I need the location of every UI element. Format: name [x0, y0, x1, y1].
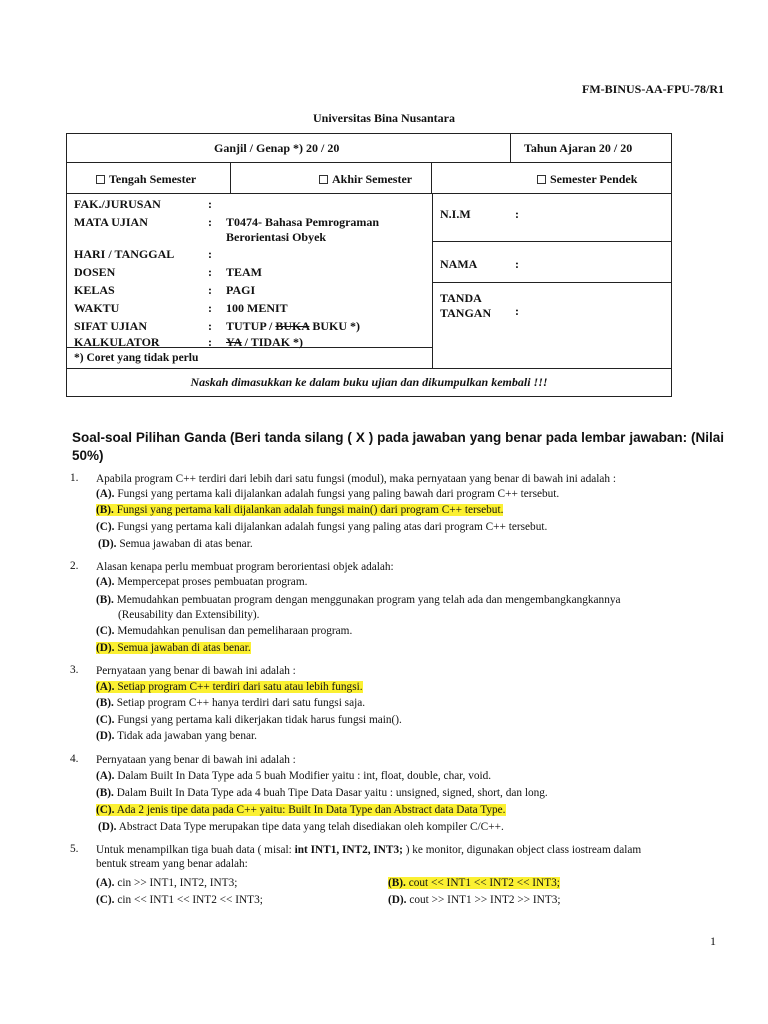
semester-year-label: Ganjil / Genap *) 20 / 20	[214, 141, 340, 155]
akhir-semester-option[interactable]: Akhir Semester	[319, 172, 412, 187]
question-2: 2. Alasan kenapa perlu membuat program berorientasi objek adalah: (A). Mempercepat proses pembuatan program. (B). Memudahkan pembuatan program dengan menggunakan program yang telah ada dan mengembangkangkannya (Reusability dan Extensibility). (C). Memudahkan penulisan dan pemeliharaan program. (D). Semua jawaban di atas benar.	[70, 560, 724, 660]
waktu-value: 100 MENIT	[226, 301, 288, 315]
hari-tanggal-label: HARI / TANGGAL	[74, 247, 175, 261]
checkbox-icon[interactable]	[96, 175, 105, 184]
checkbox-icon[interactable]	[319, 175, 328, 184]
option-b-highlighted[interactable]: (B). cout << INT1 << INT2 << INT3;	[388, 877, 560, 889]
tengah-semester-option[interactable]: Tengah Semester	[96, 172, 196, 187]
page-number: 1	[710, 934, 716, 948]
option-a[interactable]: (A). Dalam Built In Data Type ada 5 buah Modifier yaitu : int, float, double, char, void.	[96, 770, 492, 782]
question-1: 1. Apabila program C++ terdiri dari lebih dari satu fungsi (modul), maka pernyataan yang benar di bawah ini adalah : (A). Fungsi yang pertama kali dijalankan adalah fungsi yang paling bawah dari program C++ tersebut. (B). Fungsi yang pertama kali dijalankan adalah fungsi main() dari program C++ tersebut. (C). Fungsi yang pertama kali dijalankan adalah fungsi yang paling atas dari program C++ tersebut. (D). Semua jawaban di atas benar.	[70, 472, 616, 550]
mata-ujian-value-cont: Berorientasi Obyek	[226, 230, 327, 244]
naskah-instruction: Naskah dimasukkan ke dalam buku ujian dan dikumpulkan kembali !!!	[190, 375, 548, 389]
fak-jurusan-label: FAK./JURUSAN	[74, 197, 161, 211]
option-d[interactable]: (D). Semua jawaban di atas benar.	[98, 538, 253, 550]
nim-label: N.I.M	[440, 207, 471, 221]
option-d-highlighted[interactable]: (D). Semua jawaban di atas benar.	[96, 642, 251, 654]
option-c[interactable]: (C). cin << INT1 << INT2 << INT3;	[96, 894, 263, 906]
document-code: FM-BINUS-AA-FPU-78/R1	[582, 82, 724, 96]
coret-note: *) Coret yang tidak perlu	[74, 352, 199, 364]
option-c[interactable]: (C). Fungsi yang pertama kali dikerjakan tidak harus fungsi main().	[96, 714, 402, 726]
option-d[interactable]: (D). Tidak ada jawaban yang benar.	[96, 730, 257, 742]
mata-ujian-value: T0474- Bahasa Pemrograman	[226, 215, 380, 229]
option-c[interactable]: (C). Fungsi yang pertama kali dijalankan adalah fungsi yang paling atas dari program C++ tersebut.	[96, 521, 548, 533]
option-c[interactable]: (C). Memudahkan penulisan dan pemeliharaan program.	[96, 625, 353, 637]
option-a-highlighted[interactable]: (A). Setiap program C++ terdiri dari satu atau lebih fungsi.	[96, 681, 363, 693]
checkbox-icon[interactable]	[537, 175, 546, 184]
option-c-highlighted[interactable]: (C). Ada 2 jenis tipe data pada C++ yaitu: Built In Data Type dan Abstract data Data Type.	[96, 804, 506, 816]
sifat-ujian-label: SIFAT UJIAN	[74, 319, 148, 333]
option-b[interactable]: (B). Memudahkan pembuatan program dengan menggunakan program yang telah ada dan mengembangkangkannya	[96, 594, 621, 606]
option-a[interactable]: (A). Mempercepat proses pembuatan program.	[96, 576, 308, 588]
option-b[interactable]: (B). Dalam Built In Data Type ada 4 buah Tipe Data Dasar yaitu : unsigned, signed, short, dan long.	[96, 787, 548, 799]
semester-pendek-option[interactable]: Semester Pendek	[537, 172, 637, 187]
kalkulator-label: KALKULATOR	[74, 335, 160, 349]
question-4: 4. Pernyataan yang benar di bawah ini adalah : (A). Dalam Built In Data Type ada 5 buah Modifier yaitu : int, float, double, char, void. (B). Dalam Built In Data Type ada 4 buah Tipe Data Dasar yaitu : unsigned, signed, short, dan long. (C). Ada 2 jenis tipe data pada C++ yaitu: Built In Data Type dan Abstract data Data Type. (D). Abstract Data Type merupakan tipe data yang telah disediakan oleh kompiler C/C++.	[70, 753, 548, 833]
option-d[interactable]: (D). cout >> INT1 >> INT2 >> INT3;	[388, 894, 561, 906]
option-b-highlighted[interactable]: (B). Fungsi yang pertama kali dijalankan adalah fungsi main() dari program C++ tersebut.	[96, 504, 504, 516]
kelas-label: KELAS	[74, 283, 115, 297]
dosen-value: TEAM	[226, 265, 262, 279]
nama-label: NAMA	[440, 257, 478, 271]
kalkulator-value: YA / TIDAK *)	[226, 335, 304, 349]
option-b-cont: (Reusability dan Extensibility).	[118, 609, 260, 621]
question-5: 5. Untuk menampilkan tiga buah data ( misal: int INT1, INT2, INT3; ) ke monitor, digunakan object class iostream dalam bentuk stream yang benar adalah: (A). cin >> INT1, INT2, INT3; (B). cout << INT1 << INT2 << INT3; (C). cin << INT1 << INT2 << INT3; (D). cout >> INT1 >> INT2 >> INT3;	[70, 843, 642, 906]
kelas-value: PAGI	[226, 283, 256, 297]
tahun-ajaran-label: Tahun Ajaran 20 / 20	[524, 141, 633, 155]
option-b[interactable]: (B). Setiap program C++ hanya terdiri dari satu fungsi saja.	[96, 697, 366, 709]
option-a[interactable]: (A). Fungsi yang pertama kali dijalankan adalah fungsi yang paling bawah dari program C++ tersebut.	[96, 488, 560, 500]
university-name: Universitas Bina Nusantara	[312, 111, 455, 125]
tanda-tangan-label: TANDA	[440, 291, 482, 305]
mata-ujian-label: MATA UJIAN	[74, 215, 148, 229]
waktu-label: WAKTU	[74, 301, 120, 315]
question-3: 3. Pernyataan yang benar di bawah ini adalah : (A). Setiap program C++ terdiri dari satu atau lebih fungsi. (B). Setiap program C++ hanya terdiri dari satu fungsi saja. (C). Fungsi yang pertama kali dikerjakan tidak harus fungsi main(). (D). Tidak ada jawaban yang benar.	[70, 664, 402, 742]
option-a[interactable]: (A). cin >> INT1, INT2, INT3;	[96, 877, 238, 889]
section-title: Soal-soal Pilihan Ganda (Beri tanda silang ( X ) pada jawaban yang benar pada lembar jawaban: (Nilai 50%)	[72, 430, 724, 463]
option-d[interactable]: (D). Abstract Data Type merupakan tipe data yang telah disediakan oleh kompiler C/C++.	[98, 821, 504, 833]
dosen-label: DOSEN	[74, 265, 116, 279]
sifat-ujian-value: TUTUP / BUKA BUKU *)	[226, 319, 361, 333]
